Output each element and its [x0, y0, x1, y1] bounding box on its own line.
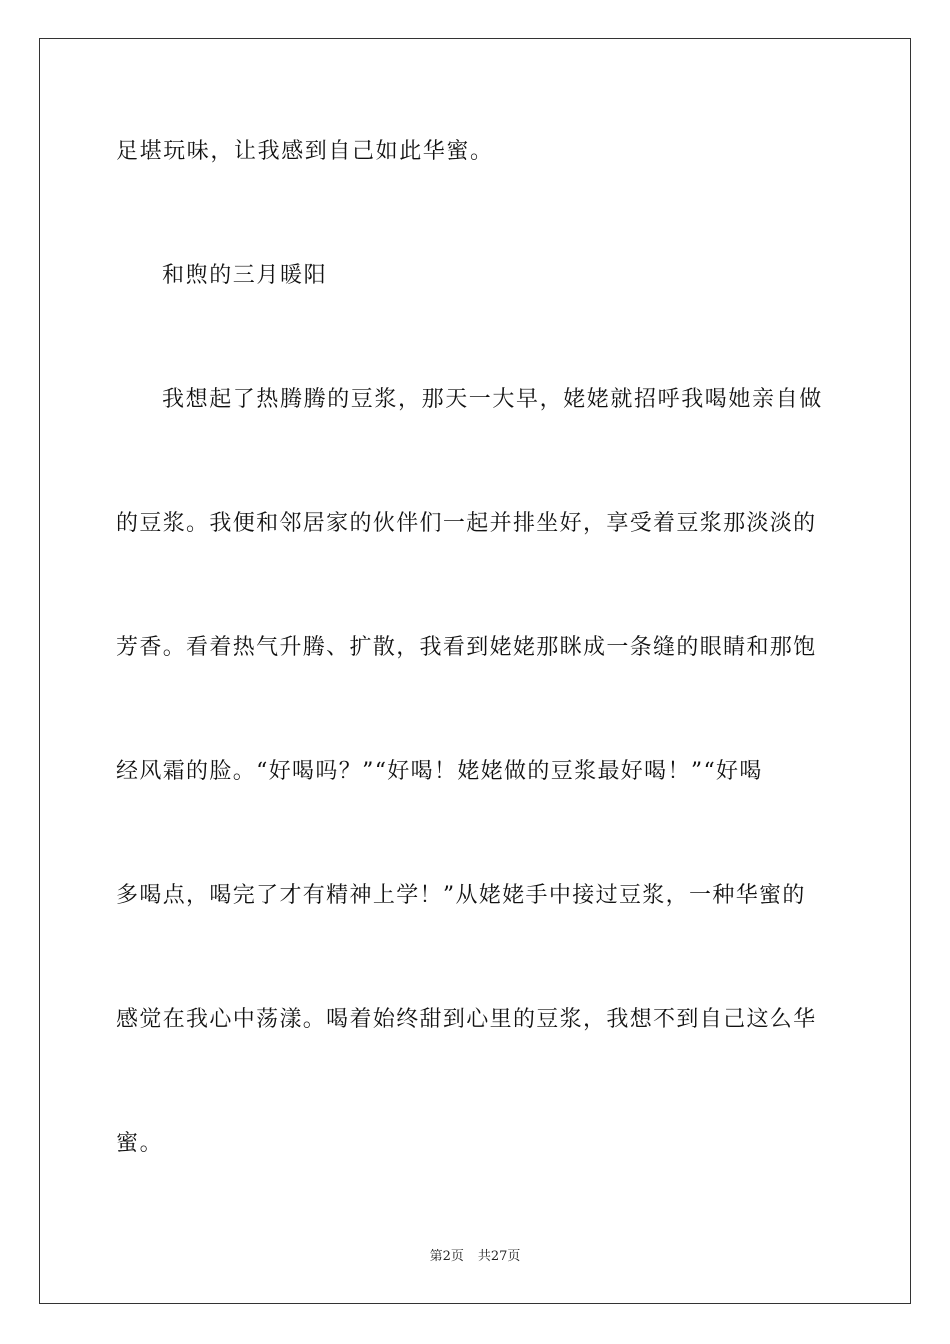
paragraph-line: 感觉在我心中荡漾。喝着始终甜到心里的豆浆，我想不到自己这么华	[116, 1007, 817, 1032]
paragraph-line: 我想起了热腾腾的豆浆，那天一大早，姥姥就招呼我喝她亲自做	[162, 387, 823, 412]
paragraph-line: 多喝点，喝完了才有精神上学！”从姥姥手中接过豆浆，一种华蜜的	[116, 883, 806, 908]
paragraph-line: 芳香。看着热气升腾、扩散，我看到姥姥那眯成一条缝的眼睛和那饱	[116, 635, 817, 660]
paragraph-line: 蜜。	[116, 1131, 164, 1156]
page-border	[39, 38, 911, 1304]
paragraph-line: 足堪玩味，让我感到自己如此华蜜。	[116, 139, 494, 164]
page-number: 第2页	[429, 1249, 464, 1264]
section-heading: 和煦的三月暖阳	[162, 263, 328, 288]
paragraph-line: 的豆浆。我便和邻居家的伙伴们一起并排坐好，享受着豆浆那淡淡的	[116, 511, 817, 536]
page-total: 共27页	[477, 1249, 521, 1264]
paragraph-line: 经风霜的脸。“好喝吗？”“好喝！姥姥做的豆浆最好喝！”“好喝	[116, 759, 763, 784]
page-footer	[0, 1248, 950, 1266]
